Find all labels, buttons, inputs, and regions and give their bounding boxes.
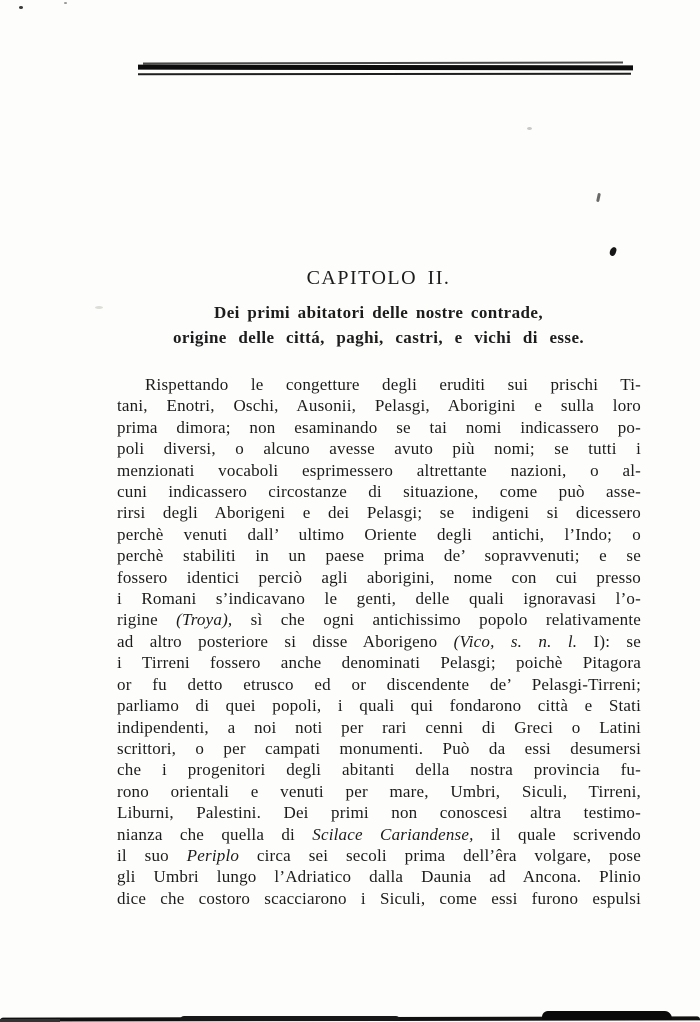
body-line: indipendenti, a noi noti per rari cenni di Greci o Latini xyxy=(117,717,641,737)
body-line: nianza che quella di Scilace Cariandense, il quale scrivendo xyxy=(117,824,641,844)
body-line: menzionati vocaboli esprimessero altrettante nazioni, o al- xyxy=(117,460,641,480)
body-line: tani, Enotri, Oschi, Ausonii, Pelasgi, Aborigini e sulla loro xyxy=(117,396,641,416)
body-line: perchè venuti dall’ ultimo Oriente degli antichi, l’Indo; o xyxy=(117,524,641,544)
top-double-rule xyxy=(138,62,633,75)
chapter-heading: CAPITOLO II. xyxy=(306,267,451,289)
body-line: il suo Periplo circa sei secoli prima dell’êra volgare, pose xyxy=(117,845,641,865)
chapter-subtitle-line1: Dei primi abitatori delle nostre contrade, xyxy=(214,303,543,322)
body-line: prima dimora; non esaminando se tai nomi indicassero po- xyxy=(117,417,641,437)
body-line: parliamo di quei popoli, i quali qui fondarono città e Stati xyxy=(117,696,641,716)
body-line: gli Umbri lungo l’Adriatico dalla Daunia ad Ancona. Plinio xyxy=(117,867,641,887)
body-line: ad altro posteriore si disse Aborigeno (Vico, s. n. l. I): se xyxy=(117,631,641,651)
rule-line-thick xyxy=(138,65,633,71)
scan-speck xyxy=(527,127,532,130)
body-line: fossero identici perciò agli aborigini, nome con cui presso xyxy=(117,567,641,587)
bottom-scan-edge xyxy=(0,1006,700,1022)
scan-speck xyxy=(19,6,23,9)
scan-edge-blob xyxy=(542,1011,672,1020)
body-line: Liburni, Palestini. Dei primi non conoscesi altra testimo- xyxy=(117,803,641,823)
scan-speck xyxy=(596,193,601,202)
body-line: che i progenitori degli abitanti della nostra provincia fu- xyxy=(117,760,641,780)
body-paragraph xyxy=(117,374,641,909)
chapter-subtitle-line2: origine delle cittá, paghi, castri, e vichi di esse. xyxy=(172,328,585,347)
scan-speck xyxy=(95,306,103,309)
chapter-subtitle xyxy=(87,300,670,350)
body-line: rigine (Troya), sì che ogni antichissimo popolo relativamente xyxy=(117,610,641,630)
body-line: i Tirreni fossero anche denominati Pelasgi; poichè Pitagora xyxy=(117,653,641,673)
body-line: perchè stabiliti in un paese prima de’ sopravvenuti; e se xyxy=(117,546,641,566)
body-line: scrittori, o per campati monumenti. Può da essi desumersi xyxy=(117,738,641,758)
body-line: rirsi degli Aborigeni e dei Pelasgi; se indigeni si dicessero xyxy=(117,503,641,523)
body-line: Rispettando le congetture degli eruditi sui prischi Ti- xyxy=(145,375,641,394)
scan-speck xyxy=(64,2,67,4)
scan-edge-blob xyxy=(180,1016,400,1021)
body-line: cuni indicassero circostanze di situazione, come può asse- xyxy=(117,482,641,502)
body-line: or fu detto etrusco ed or discendente de’ Pelasgi-Tirreni; xyxy=(117,674,641,694)
scan-speck xyxy=(609,246,617,256)
body-line: rono orientali e venuti per mare, Umbri, Siculi, Tirreni, xyxy=(117,781,641,801)
body-line: dice che costoro scacciarono i Siculi, come essi furono espulsi xyxy=(117,888,641,908)
body-line: poli diversi, o alcuno avesse avuto più nomi; se tutti i xyxy=(117,439,641,459)
body-line: i Romani s’indicavano le genti, delle quali ignoravasi l’o- xyxy=(117,589,641,609)
rule-line-thin-bottom xyxy=(138,73,631,76)
